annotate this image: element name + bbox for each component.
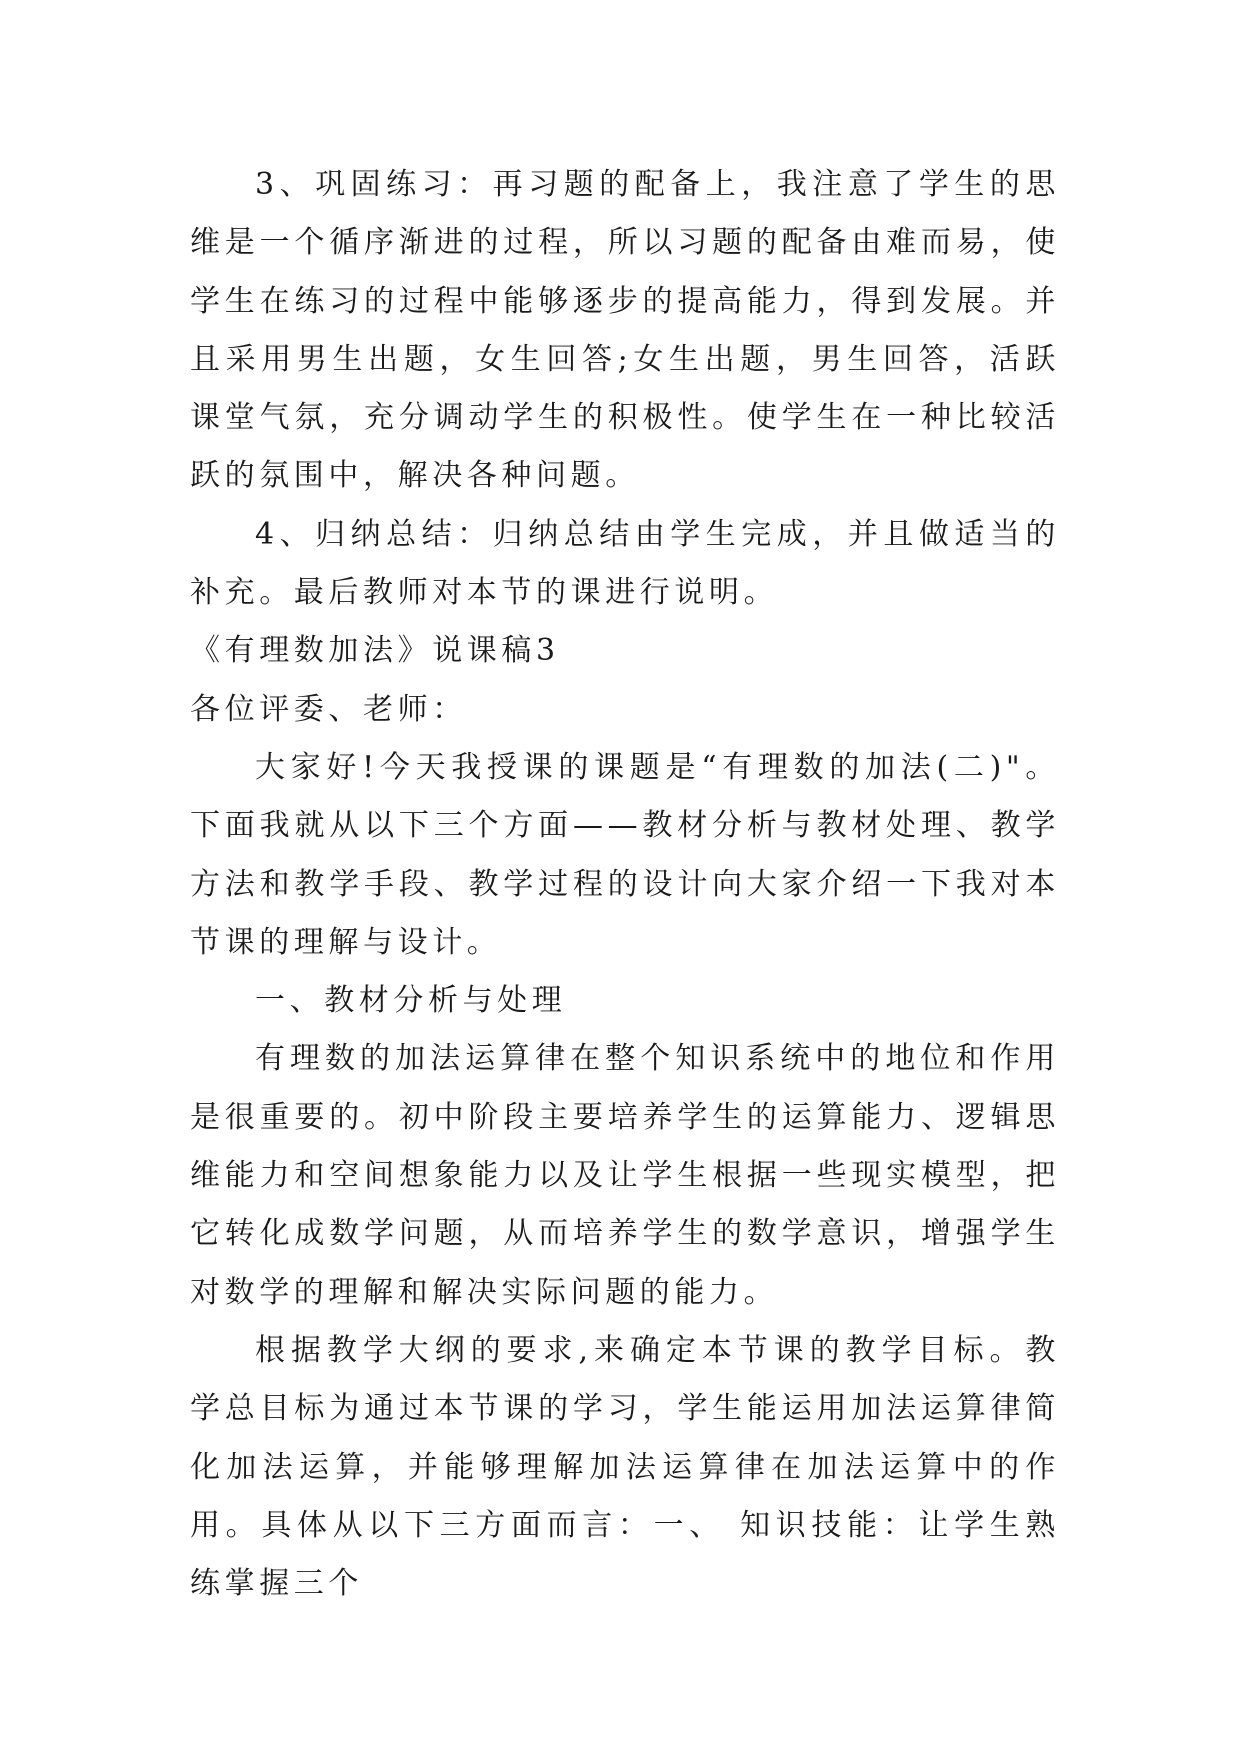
- document-body: [190, 156, 1060, 1613]
- salutation: 各位评委、老师：: [190, 691, 467, 727]
- section-title: 《有理数加法》说课稿3: [190, 633, 560, 669]
- subheading-textbook-analysis: 一、教材分析与处理: [255, 983, 567, 1019]
- paragraph-teaching-goals: 根据教学大纲的要求,来确定本节课的教学目标。教学总目标为通过本节课的学习，学生能运用加法运算律简化加法运算，并能够理解加法运算律在加法运算中的作用。具体从以下三方面而言：一、 知识技能：让学生熟练掌握三个: [190, 1332, 1060, 1602]
- paragraph-textbook-analysis: 有理数的加法运算律在整个知识系统中的地位和作用是很重要的。初中阶段主要培养学生的运算能力、逻辑思维能力和空间想象能力以及让学生根据一些现实模型，把它转化成数学问题，从而培养学生的数学意识，增强学生对数学的理解和解决实际问题的能力。: [190, 1041, 1060, 1310]
- paragraph-summary: 4、归纳总结：归纳总结由学生完成，并且做适当的补充。最后教师对本节的课进行说明。: [190, 516, 1060, 611]
- paragraph-consolidation-practice: 3、巩固练习：再习题的配备上，我注意了学生的思维是一个循序渐进的过程，所以习题的配备由难而易，使学生在练习的过程中能够逐步的提高能力，得到发展。并且采用男生出题，女生回答;女生出题，男生回答，活跃课堂气氛，充分调动学生的积极性。使学生在一种比较活跃的氛围中，解决各种问题。: [190, 167, 1060, 494]
- paragraph-introduction: 大家好!今天我授课的课题是“有理数的加法(二)"。下面我就从以下三个方面——教材分析与教材处理、教学方法和教学手段、教学过程的设计向大家介绍一下我对本节课的理解与设计。: [190, 749, 1060, 960]
